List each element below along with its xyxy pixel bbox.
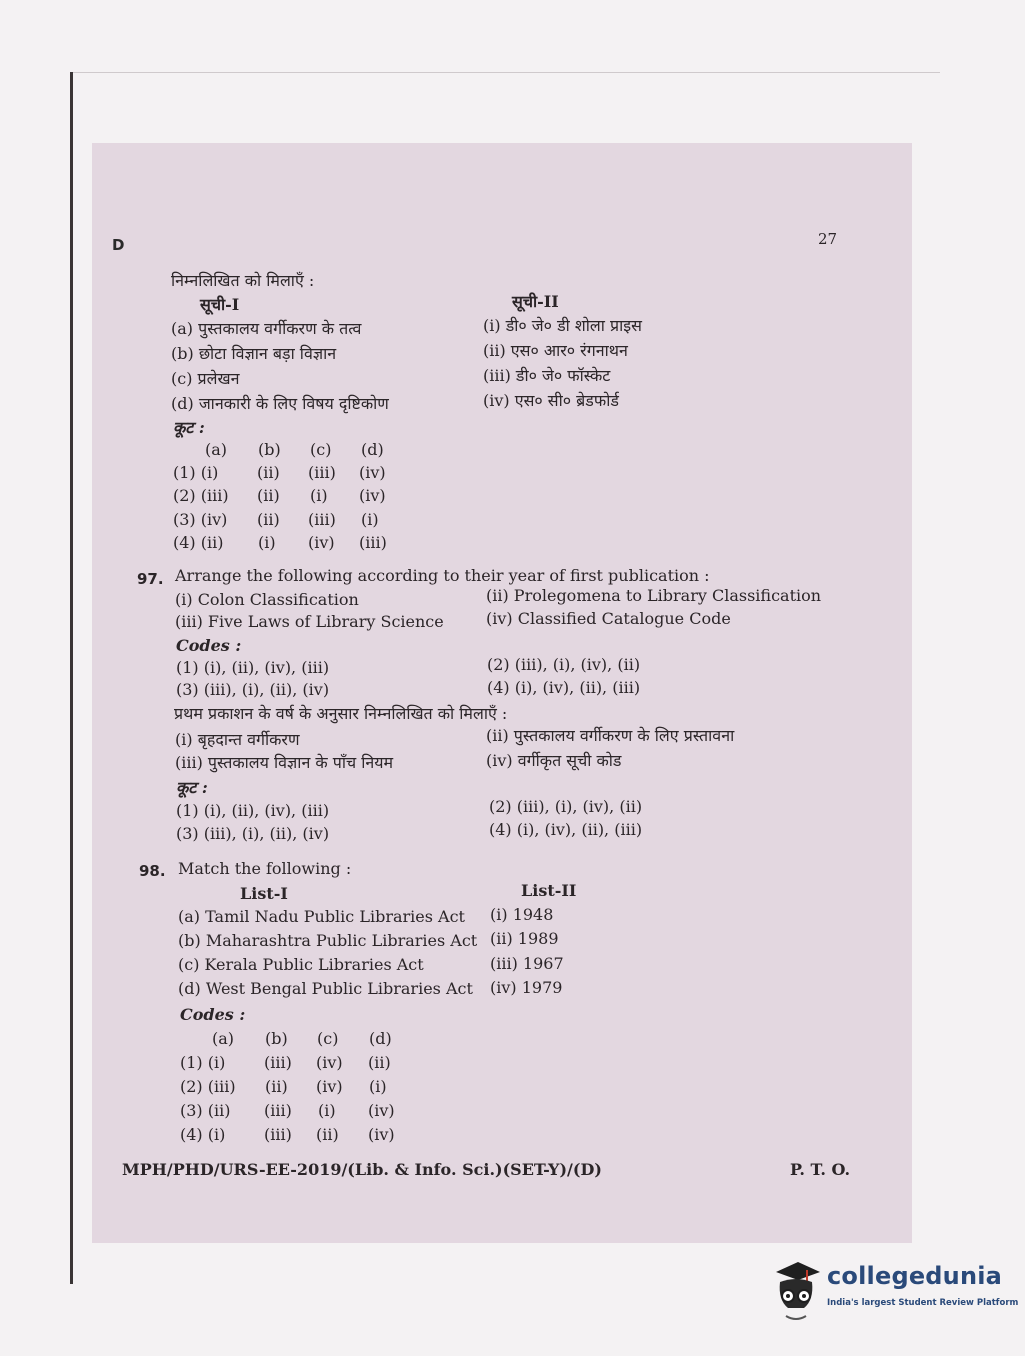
q96-list1-item: (d) जानकारी के लिए विषय दृष्टिकोण [171,394,389,413]
brand-name: collegedunia [827,1262,1003,1290]
q97-option: (1) (i), (ii), (iv), (iii) [176,658,330,677]
q98-list1-item: (b) Maharashtra Public Libraries Act [178,931,478,950]
q96-list2-item: (iv) एस० सी० ब्रेडफोर्ड [483,391,619,410]
q97-item: (iii) Five Laws of Library Science [175,612,444,631]
q98-code-row: (2) (iii) [180,1077,236,1096]
q98-code-header: (c) [317,1029,339,1048]
mascot-icon [766,1250,826,1330]
q96-codes-label: कूट : [173,418,205,437]
q96-code-cell: (iv) [359,463,386,482]
q97-codes-label: Codes : [176,636,242,655]
q97-option: (2) (iii), (i), (iv), (ii) [487,655,641,674]
q98-code-header: (a) [212,1029,235,1048]
q98-code-row: (3) (ii) [180,1101,231,1120]
q96-code-row: (3) (iv) [173,510,228,529]
q98-code-cell: (ii) [316,1125,339,1144]
q97-hindi-option: (3) (iii), (i), (ii), (iv) [176,824,330,843]
q96-list1-item: (a) पुस्तकालय वर्गीकरण के तत्व [171,319,362,338]
set-letter: D [112,236,125,254]
page-number: 27 [818,230,838,248]
q97-hindi-option: (1) (i), (ii), (iv), (iii) [176,801,330,820]
q98-code-cell: (ii) [368,1053,391,1072]
q97-hindi-item: (i) बृहदान्त वर्गीकरण [175,730,300,749]
q98-code-cell: (i) [318,1101,336,1120]
q97-hindi-codes-label: कूट : [176,778,208,797]
brand-tagline: India's largest Student Review Platform [827,1298,1019,1308]
q96-code-cell: (ii) [257,486,280,505]
q96-code-cell: (iii) [359,533,387,552]
q96-code-cell: (iii) [308,510,336,529]
q97-option: (4) (i), (iv), (ii), (iii) [487,678,641,697]
q98-code-cell: (iv) [368,1101,395,1120]
q96-list1-title: सूची-I [200,295,240,314]
q96-list2-item: (iii) डी० जे० फॉस्केट [483,366,611,385]
q98-code-cell: (ii) [265,1077,288,1096]
q96-code-cell: (ii) [257,463,280,482]
pto-label: P. T. O. [790,1160,851,1179]
q98-code-cell: (iv) [316,1077,343,1096]
q96-hindi-instruction: निम्नलिखित को मिलाएँ : [171,271,315,290]
q98-list2-item: (ii) 1989 [490,929,559,948]
q98-number: 98. [139,862,166,880]
q96-code-cell: (iv) [359,486,386,505]
q96-code-cell: (i) [310,486,328,505]
q96-list2-item: (i) डी० जे० डी शोला प्राइस [483,316,642,335]
q98-code-cell: (iv) [368,1125,395,1144]
q96-code-header: (d) [361,440,384,459]
q96-code-header: (a) [205,440,228,459]
q96-list2-title: सूची-II [512,292,559,311]
q98-list1-item: (c) Kerala Public Libraries Act [178,955,424,974]
scan-border-left [70,72,73,1284]
q96-code-cell: (ii) [257,510,280,529]
q98-codes-label: Codes : [180,1005,246,1024]
q96-list2-item: (ii) एस० आर० रंगनाथन [483,341,628,360]
q98-code-row: (1) (i) [180,1053,226,1072]
q98-code-cell: (iii) [264,1101,292,1120]
q97-item: (i) Colon Classification [175,590,359,609]
q96-code-row: (4) (ii) [173,533,224,552]
q96-list1-item: (c) प्रलेखन [171,369,240,388]
q96-code-header: (b) [258,440,281,459]
q97-hindi-option: (4) (i), (iv), (ii), (iii) [489,820,643,839]
q96-code-cell: (i) [361,510,379,529]
q98-list1-title: List-I [240,884,288,903]
q98-code-row: (4) (i) [180,1125,226,1144]
q97-item: (iv) Classified Catalogue Code [486,609,731,628]
q97-number: 97. [137,570,164,588]
scan-border-top [70,72,940,73]
q96-code-row: (1) (i) [173,463,219,482]
q97-hindi-question: प्रथम प्रकाशन के वर्ष के अनुसार निम्नलिखित को मिलाएँ : [174,704,508,723]
q98-list1-item: (d) West Bengal Public Libraries Act [178,979,473,998]
q98-list2-title: List-II [521,881,577,900]
q97-hindi-item: (iii) पुस्तकालय विज्ञान के पाँच नियम [175,753,394,772]
q98-list2-item: (i) 1948 [490,905,554,924]
q97-item: (ii) Prolegomena to Library Classification [486,586,822,605]
exam-footer-code: MPH/PHD/URS-EE-2019/(Lib. & Info. Sci.)(SET-Y)/(D) [122,1160,602,1179]
q96-code-row: (2) (iii) [173,486,229,505]
q96-code-cell: (iii) [308,463,336,482]
q98-list1-item: (a) Tamil Nadu Public Libraries Act [178,907,465,926]
q97-hindi-item: (iv) वर्गीकृत सूची कोड [486,751,622,770]
q98-code-header: (b) [265,1029,288,1048]
q96-code-cell: (i) [258,533,276,552]
q98-list2-item: (iv) 1979 [490,978,563,997]
q98-code-header: (d) [369,1029,392,1048]
q97-option: (3) (iii), (i), (ii), (iv) [176,680,330,699]
q96-code-header: (c) [310,440,332,459]
q96-code-cell: (iv) [308,533,335,552]
q97-hindi-item: (ii) पुस्तकालय वर्गीकरण के लिए प्रस्तावना [486,726,735,745]
q98-list2-item: (iii) 1967 [490,954,564,973]
q97-question: Arrange the following according to their year of first publication : [175,566,710,585]
q97-hindi-option: (2) (iii), (i), (iv), (ii) [489,797,643,816]
q98-question: Match the following : [178,859,352,878]
q98-code-cell: (i) [369,1077,387,1096]
q96-list1-item: (b) छोटा विज्ञान बड़ा विज्ञान [171,344,337,363]
q98-code-cell: (iii) [264,1053,292,1072]
q98-code-cell: (iii) [264,1125,292,1144]
q98-code-cell: (iv) [316,1053,343,1072]
